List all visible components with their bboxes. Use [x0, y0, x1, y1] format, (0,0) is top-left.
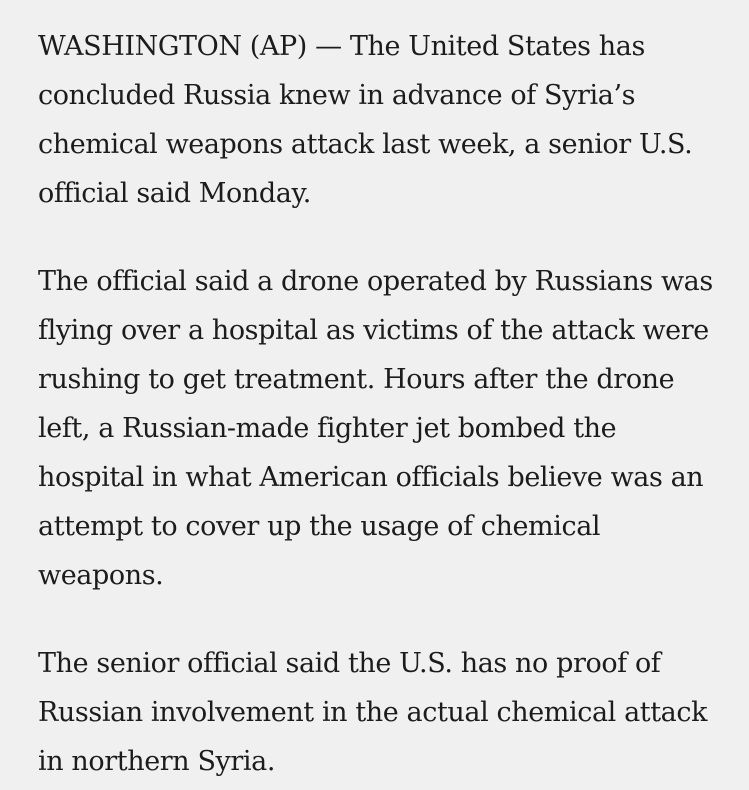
- paragraph-line: chemical weapons attack last week, a senior U.S.: [38, 129, 693, 160]
- paragraph-line: left, a Russian-made fighter jet bombed the: [38, 413, 617, 444]
- paragraph-line: weapons.: [38, 560, 164, 591]
- paragraph-line: concluded Russia knew in advance of Syria’s: [38, 80, 636, 111]
- paragraph-2: [38, 257, 738, 600]
- paragraph-line: Russian involvement in the actual chemical attack: [38, 697, 708, 728]
- paragraph-line: hospital in what American officials believe was an: [38, 462, 704, 493]
- paragraph-line: flying over a hospital as victims of the attack were: [38, 315, 709, 346]
- paragraph-line: The senior official said the U.S. has no proof of: [38, 648, 661, 679]
- paragraph-1: [38, 22, 738, 218]
- paragraph-line: WASHINGTON (AP) — The United States has: [38, 31, 645, 62]
- article-body: [38, 22, 738, 786]
- paragraph-line: official said Monday.: [38, 178, 311, 209]
- paragraph-line: attempt to cover up the usage of chemical: [38, 511, 601, 542]
- paragraph-line: rushing to get treatment. Hours after the drone: [38, 364, 675, 395]
- paragraph-3: [38, 639, 738, 786]
- paragraph-line: in northern Syria.: [38, 746, 276, 777]
- paragraph-line: The official said a drone operated by Russians was: [38, 266, 713, 297]
